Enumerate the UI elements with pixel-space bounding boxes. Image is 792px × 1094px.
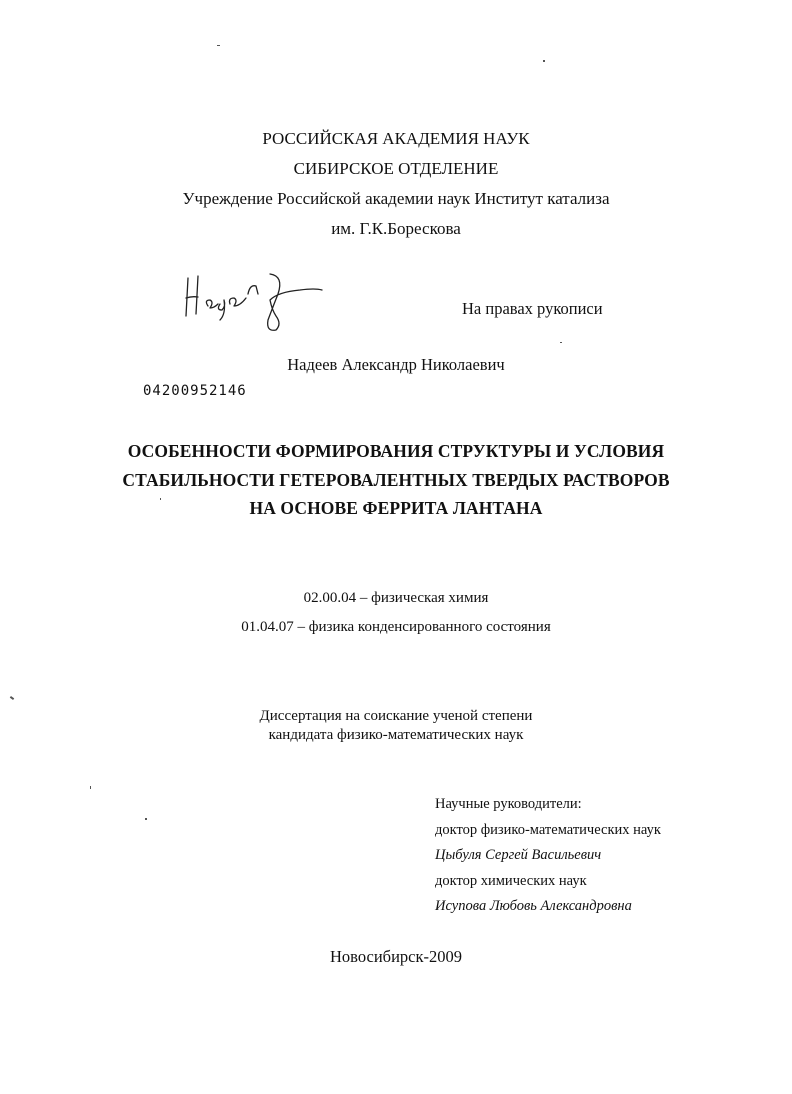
title-line-2: СТАБИЛЬНОСТИ ГЕТЕРОВАЛЕНТНЫХ ТВЕРДЫХ РАСТВОРОВ [122, 470, 670, 490]
institution-line-2: СИБИРСКОЕ ОТДЕЛЕНИЕ [293, 159, 499, 178]
title-line-3: НА ОСНОВЕ ФЕРРИТА ЛАНТАНА [249, 498, 543, 518]
institution-line-4: им. Г.К.Борескова [331, 219, 461, 238]
degree-line-1: Диссертация на соискание ученой степени [259, 708, 533, 724]
supervisor-2-title: доктор химических наук [435, 873, 587, 889]
scan-speck [217, 45, 220, 46]
scan-speck [560, 342, 562, 343]
specialty-2: 01.04.07 – физика конденсированного состояния [241, 619, 551, 635]
supervisor-2-name: Исупова Любовь Александровна [435, 898, 632, 914]
supervisors-heading: Научные руководители: [435, 796, 582, 812]
institution-line-1: РОССИЙСКАЯ АКАДЕМИЯ НАУК [262, 129, 530, 148]
specialty-1: 02.00.04 – физическая химия [303, 590, 489, 606]
title-line-1: ОСОБЕННОСТИ ФОРМИРОВАНИЯ СТРУКТУРЫ И УСЛОВИЯ [127, 441, 665, 461]
scan-speck [160, 498, 161, 500]
degree-line-2: кандидата физико-математических наук [268, 727, 524, 743]
scan-speck [10, 696, 14, 700]
scan-speck [90, 786, 91, 789]
scan-speck [145, 818, 147, 820]
signature [180, 270, 330, 340]
rights-note: На правах рукописи [462, 299, 603, 318]
author-name: Надеев Александр Николаевич [287, 355, 505, 374]
supervisors-block [435, 795, 582, 813]
supervisor-1-title: доктор физико-математических наук [435, 822, 661, 838]
institution-line-3: Учреждение Российской академии наук Институт катализа [182, 189, 610, 208]
registration-number: 04200952146 [143, 383, 247, 399]
supervisor-1-name: Цыбуля Сергей Васильевич [435, 847, 602, 863]
place-year: Новосибирск-2009 [330, 947, 462, 966]
scan-speck [543, 60, 545, 62]
